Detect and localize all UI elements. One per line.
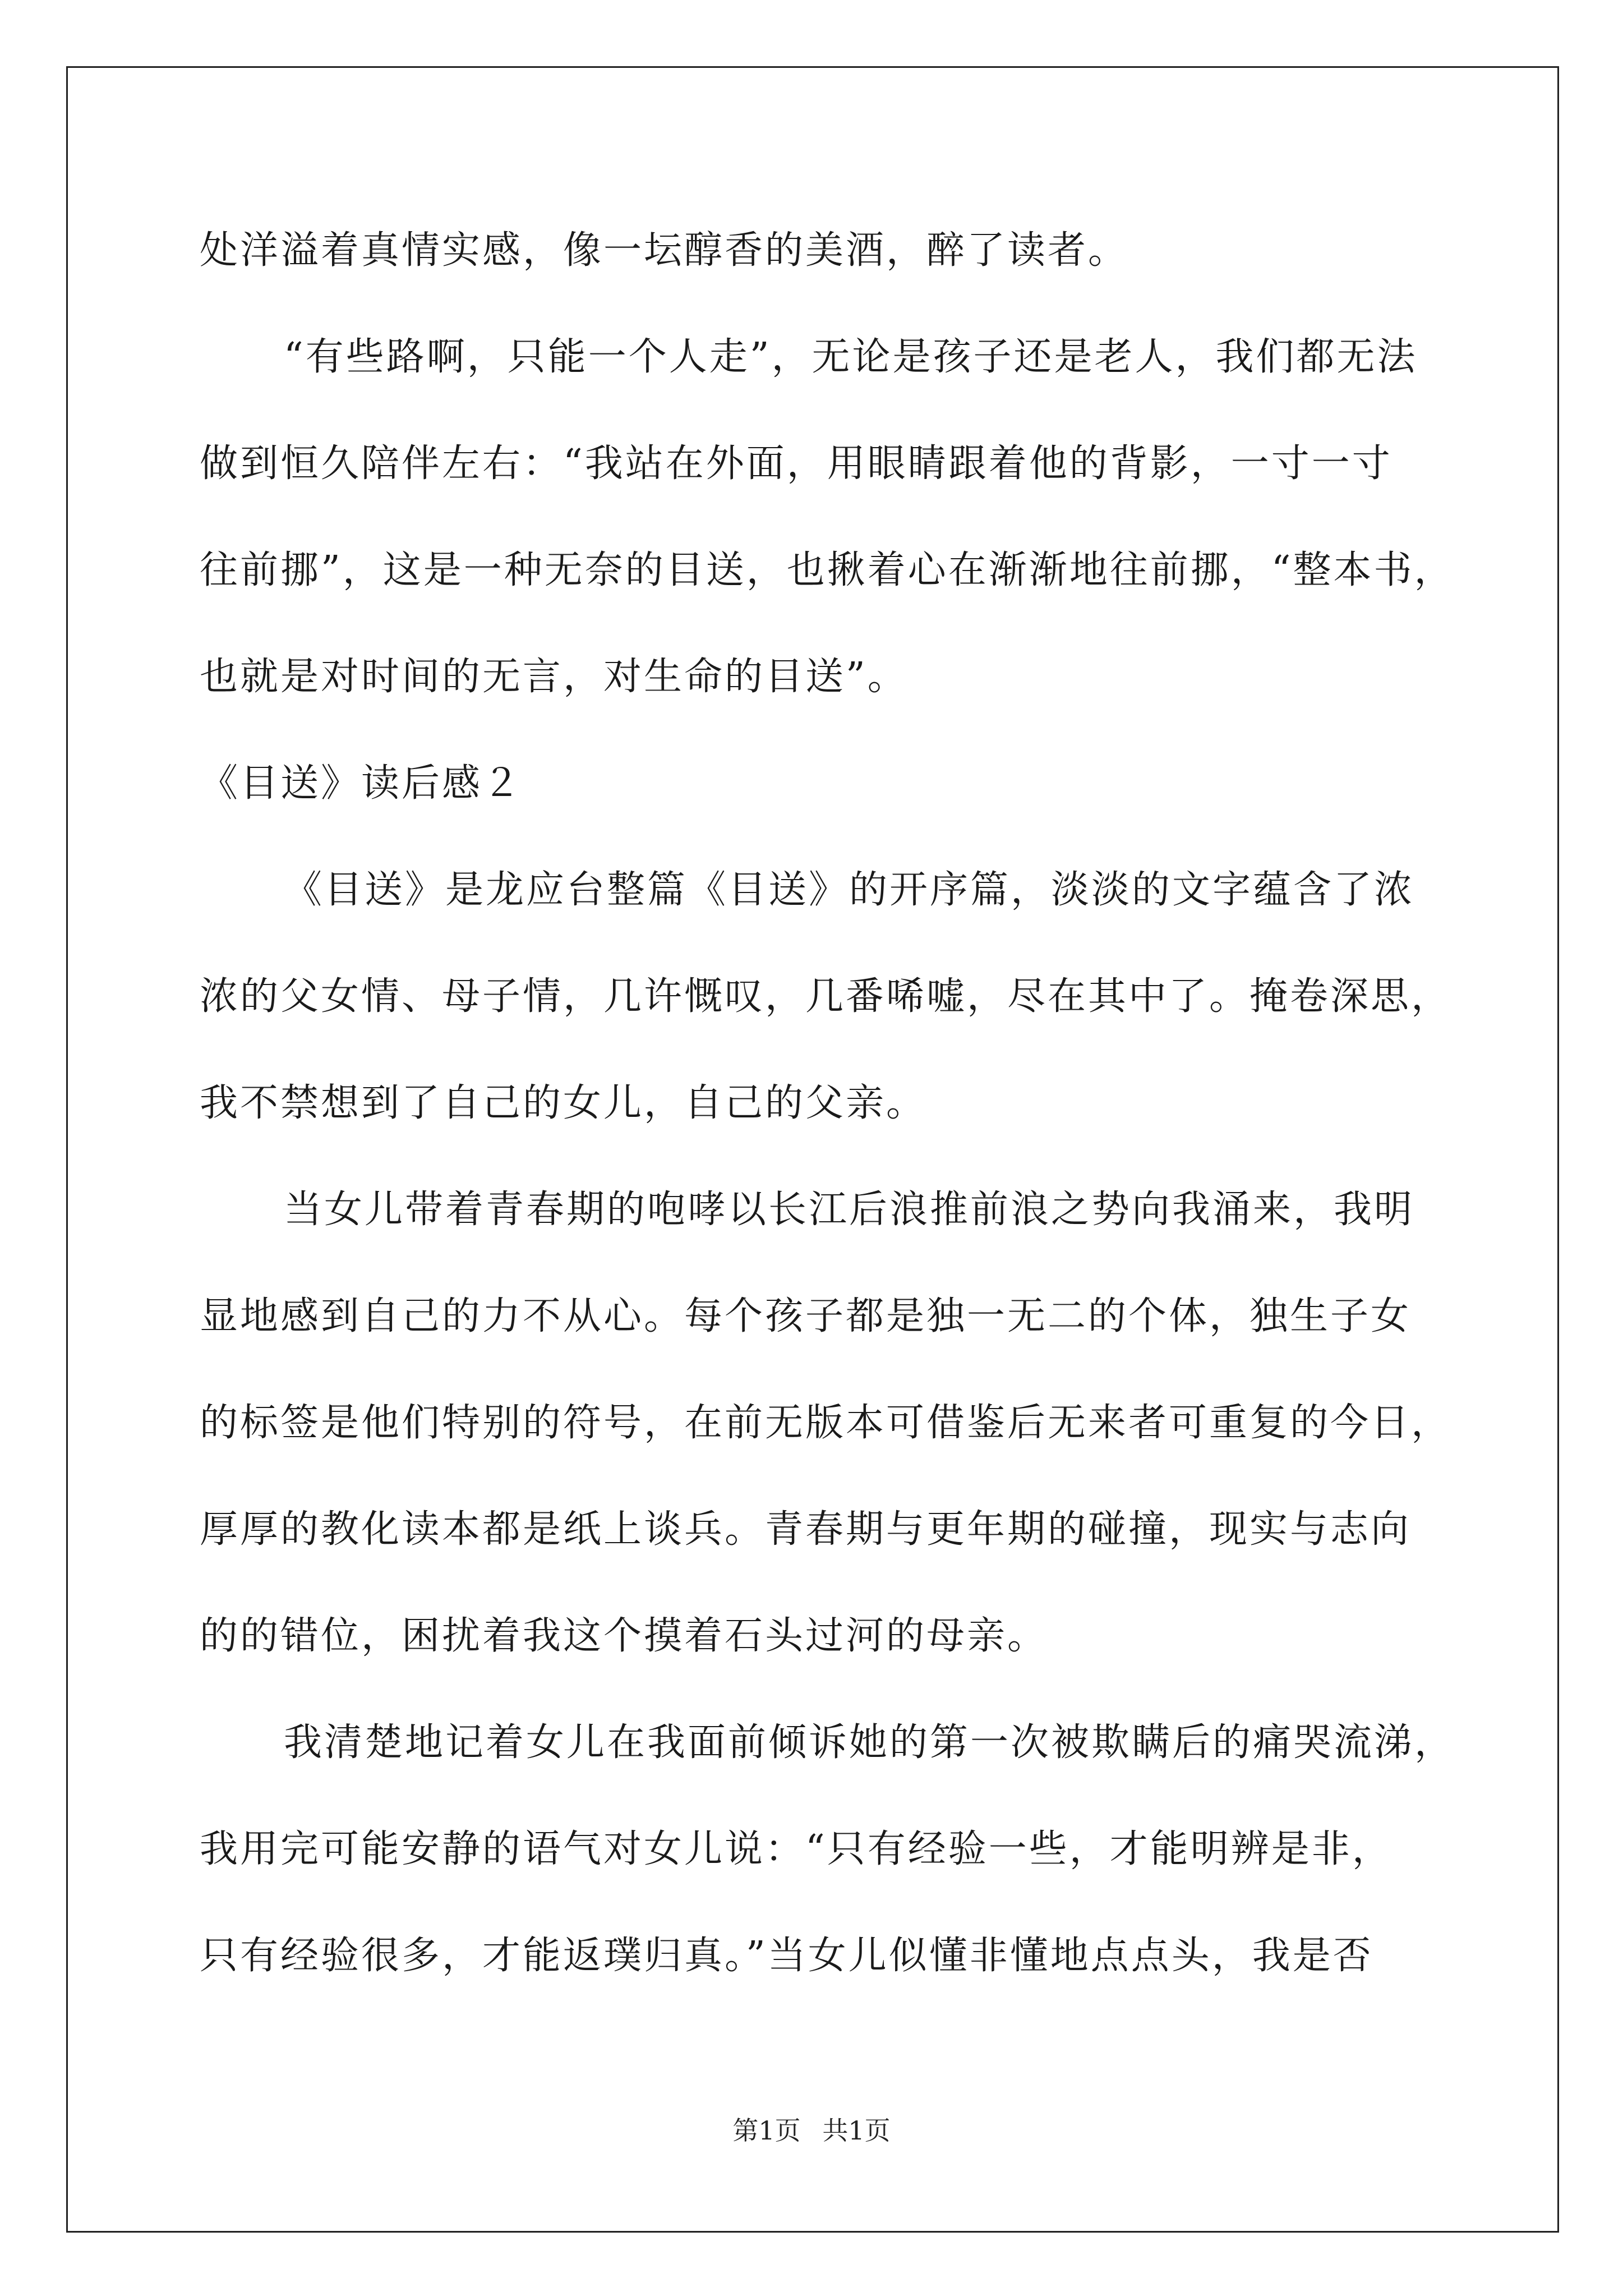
text-line: 的标签是他们特别的符号，在前无版本可借鉴后无来者可重复的今日， — [200, 1401, 1452, 1445]
text-line: 的的错位，困扰着我这个摸着石头过河的母亲。 — [200, 1614, 1048, 1658]
page-total: 共1页 — [822, 2115, 891, 2146]
text-line: 我不禁想到了自己的女儿，自己的父亲。 — [200, 1081, 927, 1125]
page-footer — [0, 2115, 1623, 2146]
text-line: 做到恒久陪伴左右：“我站在外面，用眼睛跟着他的背影，一寸一寸 — [200, 441, 1393, 486]
text-line: 《目送》是龙应台整篇《目送》的开序篇，淡淡的文字蕴含了浓 — [284, 868, 1415, 912]
text-line: 我用完可能安静的语气对女儿说：“只有经验一些，才能明辨是非， — [200, 1827, 1393, 1871]
text-line: 浓的父女情、母子情，几许慨叹，几番唏嘘，尽在其中了。掩卷深思， — [200, 974, 1452, 1019]
text-line: 我清楚地记着女儿在我面前倾诉她的第一次被欺瞒后的痛哭流涕， — [284, 1720, 1455, 1765]
page-number: 第1页 — [732, 2115, 801, 2146]
text-line: 往前挪”，这是一种无奈的目送，也揪着心在渐渐地往前挪，“整本书， — [200, 548, 1455, 592]
section-heading: 《目送》读后感２ — [200, 761, 523, 806]
text-line: 处洋溢着真情实感，像一坛醇香的美酒，醉了读者。 — [200, 228, 1129, 273]
text-line: 只有经验很多，才能返璞归真。”当女儿似懂非懂地点点头，我是否 — [200, 1934, 1373, 1978]
text-line: 显地感到自己的力不从心。每个孩子都是独一无二的个体，独生子女 — [200, 1294, 1412, 1338]
text-line: “有些路啊，只能一个人走”，无论是孩子还是老人，我们都无法 — [284, 335, 1418, 379]
text-line: 也就是对时间的无言，对生命的目送”。 — [200, 655, 908, 699]
page-border — [66, 66, 1559, 2233]
text-line: 厚厚的教化读本都是纸上谈兵。青春期与更年期的碰撞，现实与志向 — [200, 1507, 1412, 1552]
text-line: 当女儿带着青春期的咆哮以长江后浪推前浪之势向我涌来，我明 — [284, 1188, 1415, 1232]
